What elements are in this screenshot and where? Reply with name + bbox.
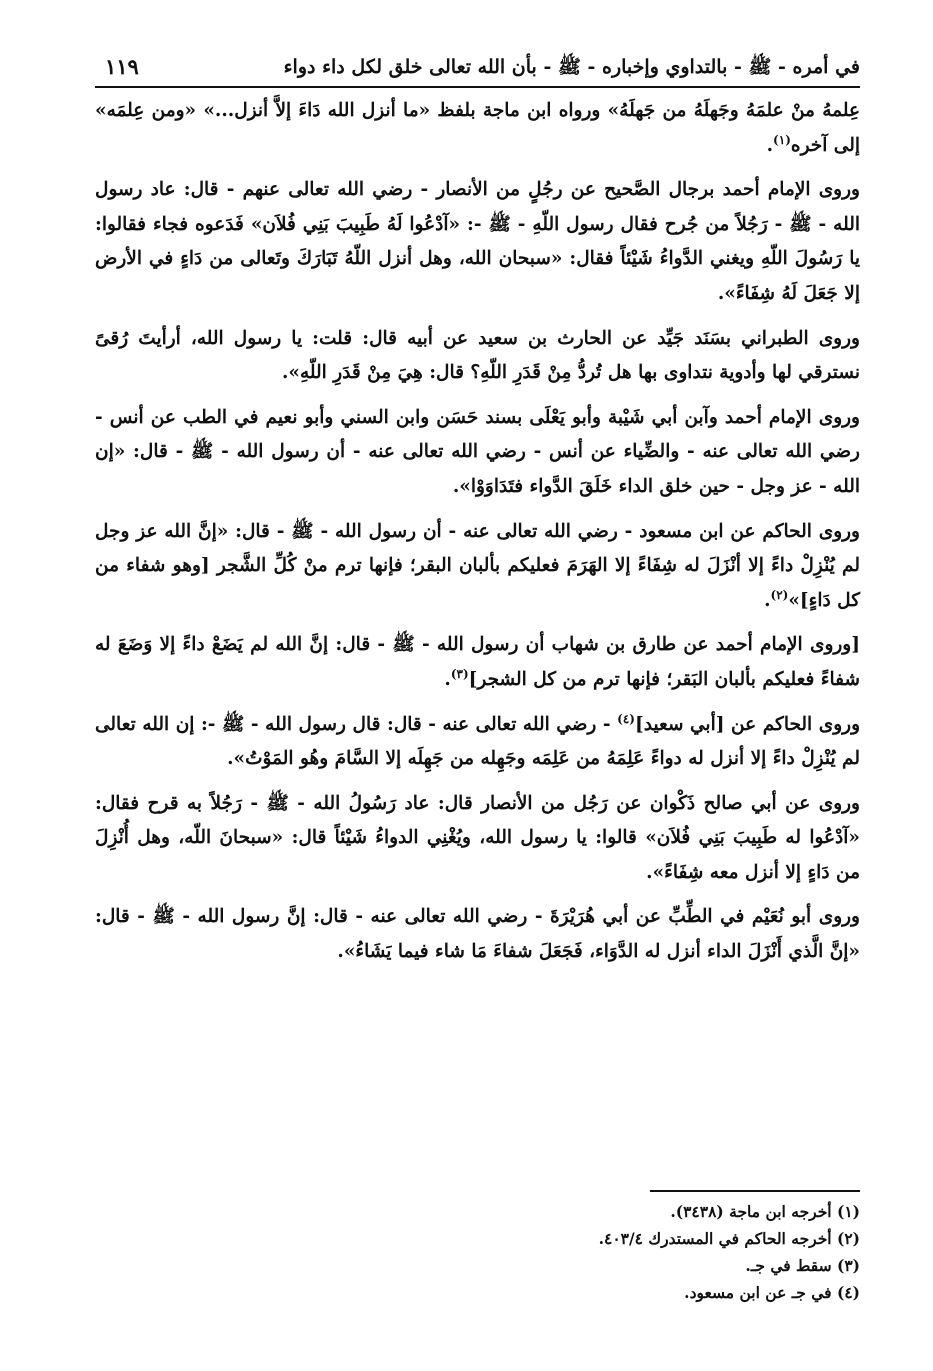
header-title: في أمره - ﷺ - بالتداوي وإخباره - ﷺ - بأن الله تعالى خلق لكل داء دواء (283, 56, 860, 78)
footnote-divider (650, 1190, 860, 1192)
footnote-4: (٤) في جـ عن ابن مسعود. (684, 1283, 860, 1302)
paragraph-7 (95, 708, 860, 777)
footnote-ref: (٢) (770, 587, 789, 602)
paragraph-1 (95, 94, 860, 163)
footnotes-section (95, 1190, 860, 1306)
paragraph-tail: . (764, 589, 771, 611)
book-page (95, 48, 860, 980)
paragraph-text: وروى أبو نُعَيْم في الطِّبِّ عن أبي هُرَيْرَةَ - رضي الله تعالى عنه - قال: إنَّ رسول الله - ﷺ - قال: «إنَّ الَّذي أَنْزَلَ الداء أنزل له الدَّوَاء، فَجَعَلَ شفاءَ مَا شاء فيما يَشَاءُ». (95, 906, 860, 963)
paragraph-text: وروى الإمام أحمد وآبن أبي شَيْبة وأبو يَعْلَى بسند حَسَن وابن السني وأبو نعيم في الطب عن أنس - رضي الله تعالى عنه - والضِّياء عن أنس - رضي الله تعالى عنه - أن رسول الله - ﷺ - قال: «إن الله - عز وجل - حين خلق الداء خَلَقَ الدَّواء فتَدَاوَوْا». (95, 406, 860, 497)
paragraph-8 (95, 787, 860, 891)
paragraph-text: وروى الطبراني بسَنَد جَيِّد عن الحارث بن سعيد عن أبيه قال: قلت: يا رسول الله، أرأيتَ رُقىً نسترقي لها وأدوية نتداوى بها هل تُردُّ مِنْ قَدَرِ اللّهِ؟ قال: هِيَ مِنْ قَدَرِ اللّهِ». (95, 327, 860, 384)
paragraph-text: [وروى الإمام أحمد عن طارق بن شهاب أن رسول الله - ﷺ - قال: إنَّ الله لم يَضَعْ داءً إلا وَضَعَ له شفاءً فعليكم بألبان البَقر؛ فإنها ترم من كل الشجر] (95, 634, 860, 690)
footnote-ref: (١) (773, 132, 791, 147)
paragraph-text: وروى الإمام أحمد برجال الصَّحيح عن رجُلٍ من الأنصار - رضي الله تعالى عنهم - قال: عاد رسول الله - ﷺ - رَجُلاً من جُرح فقال رسول اللّهِ - ﷺ -: «آدْعُوا لَهُ طَبِيبَ بَنِي فُلاَن» فَدَعوه فجاء فقالوا: يا رَسُولَ اللّهِ ويغني الدَّواءُ شَيْئاً فقال: «سبحان الله، وهل أنزل اللّهُ تَبَارَكَ وتَعالى من دَاءٍ في الأرض إلا جَعَلَ لَهُ شِفَاءً». (95, 179, 860, 304)
paragraph-text: وروى الحاكم عن ابن مسعود - رضي الله تعالى عنه - أن رسول الله - ﷺ - قال: «إنَّ الله عز وجل لم يُنْزِلْ داءً إلا أنْزَلَ له شِفَاءً إلا الهَرَمَ فعليكم بألبان البقر؛ فإنها ترم منْ كُلِّ الشَّجر [وهو شفاء من كل دَاءٍ]» (95, 520, 860, 611)
running-header (95, 48, 860, 88)
paragraph-text: وروى عن أبي صالح ذَكْوان عن رَجُل من الأنصار قال: عاد رَسُولُ الله - ﷺ - رَجُلاً به قرح فقال: «آدْعُوا له طَبِيبَ بَنِي فُلاَن» قالوا: يا رسول الله، ويُغْنِي الدواءُ شَيْئاً قال: «سبحانَ اللّه، وهل أُنْزِلَ من دَاءٍ إلا أنزل معه شِفَاءً». (95, 792, 860, 883)
paragraph-tail: . (444, 668, 451, 690)
paragraph-text: عِلمهُ منْ علمَهُ وجَهلَهُ من جَهلَهُ» ورواه ابن ماجة بلفظ «ما أنزل الله دَاءَ إلاَّ أنزل...» «ومن عِلمَه» إلى آخره (95, 100, 860, 156)
footnote-ref: (٣) (450, 666, 469, 681)
paragraph-4 (95, 401, 860, 505)
paragraph-5 (95, 515, 860, 619)
paragraph-6 (95, 628, 860, 697)
footnote-ref: (٤) (617, 711, 635, 726)
paragraph-tail: - رضي الله تعالى عنه - قال: قال رسول الله - ﷺ -: إن الله تعالى لم يُنْزِلْ داءً إلا أنزل له دواءً عَلِمَهُ من عَلِمَه وجَهِله من جَهِلَه إلا السَّامَ وهُو المَوْتُ». (95, 713, 860, 770)
paragraph-3 (95, 322, 860, 391)
paragraph-9 (95, 900, 860, 969)
footnote-1: (١) أخرجه ابن ماجة (٣٤٣٨). (670, 1202, 860, 1221)
paragraph-tail: . (766, 134, 774, 156)
paragraph-2 (95, 173, 860, 311)
footnote-3: (٣) سقط في جـ. (745, 1256, 860, 1275)
page-number: ١١٩ (105, 54, 139, 79)
paragraph-text: وروى الحاكم عن [أبي سعيد] (634, 713, 861, 735)
main-text (95, 94, 860, 970)
footnote-2: (٢) أخرجه الحاكم في المستدرك ٤٠٣/٤. (598, 1229, 860, 1248)
